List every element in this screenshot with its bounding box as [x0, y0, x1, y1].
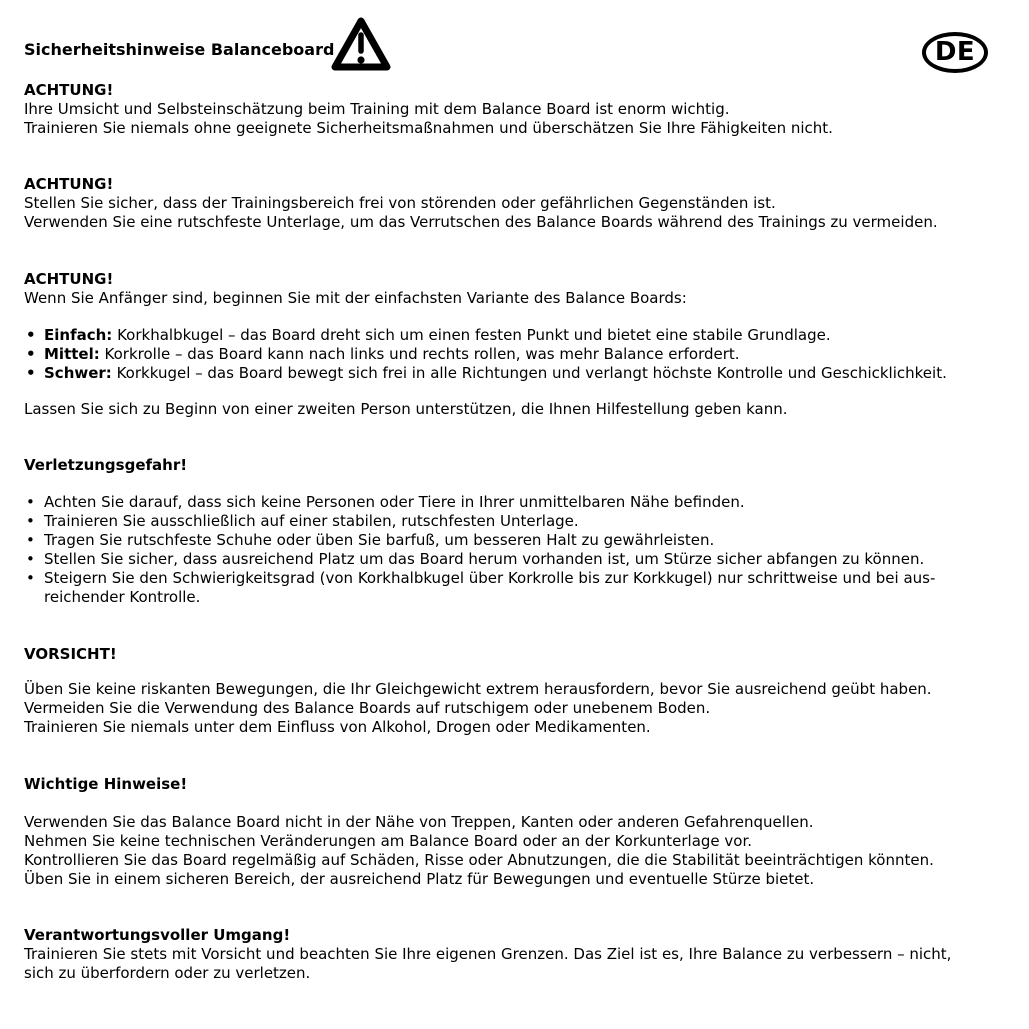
paragraph-line: Vermeiden Sie die Verwendung des Balance Boards auf rutschigem oder unebenem Boden.	[24, 699, 711, 717]
list-item-text: Achten Sie darauf, dass sich keine Personen oder Tiere in Ihrer unmittelbaren Nähe befinden.	[44, 493, 745, 511]
paragraph-line: Verwenden Sie eine rutschfeste Unterlage, um das Verrutschen des Balance Boards während des Trainings zu vermeiden.	[24, 213, 938, 231]
bullet-icon: •	[26, 569, 35, 587]
paragraph-line: Trainieren Sie niemals unter dem Einfluss von Alkohol, Drogen oder Medikamenten.	[24, 718, 651, 736]
section-heading: Verantwortungsvoller Umgang!	[24, 926, 291, 944]
list-item	[24, 326, 1005, 345]
paragraph-line: Trainieren Sie niemals ohne geeignete Sicherheitsmaßnahmen und überschätzen Sie Ihre Fähigkeiten nicht.	[24, 119, 833, 137]
section-verletzungsgefahr	[24, 456, 1005, 607]
list-item-line: Steigern Sie den Schwierigkeitsgrad (von Korkhalbkugel über Korkrolle bis zur Korkkugel) nur schrittweise und bei aus-	[44, 569, 936, 587]
section-vorsicht	[24, 645, 1005, 737]
difficulty-description: Korkrolle – das Board kann nach links und rechts rollen, was mehr Balance erfordert.	[104, 345, 740, 363]
paragraph-line: sich zu überfordern oder zu verletzen.	[24, 964, 311, 982]
list-item-text	[44, 569, 935, 607]
list-item-text	[44, 326, 831, 345]
language-badge-label: DE	[934, 37, 976, 67]
warning-triangle-icon	[330, 14, 392, 78]
paragraph-line: Ihre Umsicht und Selbsteinschätzung beim Training mit dem Balance Board ist enorm wichtig.	[24, 100, 730, 118]
difficulty-description: Korkhalbkugel – das Board dreht sich um einen festen Punkt und bietet eine stabile Grundlage.	[117, 326, 831, 344]
section-verantwortungsvoller-umgang	[24, 926, 1005, 983]
list-item-text: Trainieren Sie ausschließlich auf einer stabilen, rutschfesten Unterlage.	[44, 512, 579, 530]
section-body	[24, 680, 1005, 737]
document-header	[24, 0, 1005, 81]
section-achtung-2	[24, 175, 1005, 232]
bullet-icon: •	[26, 512, 35, 530]
list-item	[24, 512, 1005, 531]
section-heading: ACHTUNG!	[24, 81, 114, 99]
section-wichtige-hinweise	[24, 775, 1005, 889]
list-item-text: Tragen Sie rutschfeste Schuhe oder üben Sie barfuß, um besseren Halt zu gewährleisten.	[44, 531, 715, 549]
paragraph-line: Verwenden Sie das Balance Board nicht in der Nähe von Treppen, Kanten oder anderen Gefahrenquellen.	[24, 813, 814, 831]
list-item	[24, 364, 1005, 383]
bullet-icon: •	[26, 550, 35, 568]
section-heading: Wichtige Hinweise!	[24, 775, 188, 793]
paragraph-line: Üben Sie in einem sicheren Bereich, der ausreichend Platz für Bewegungen und eventuelle Stürze bietet.	[24, 870, 815, 888]
list-item	[24, 569, 1005, 607]
section-heading: VORSICHT!	[24, 645, 117, 663]
paragraph-line: Trainieren Sie stets mit Vorsicht und beachten Sie Ihre eigenen Grenzen. Das Ziel ist es, Ihre Balance zu verbessern – nicht,	[24, 945, 952, 963]
list-item-line: reichender Kontrolle.	[44, 588, 201, 606]
difficulty-label: Einfach:	[44, 326, 113, 344]
paragraph-line: Kontrollieren Sie das Board regelmäßig auf Schäden, Risse oder Abnutzungen, die die Stabilität beeinträchtigen könnten.	[24, 851, 934, 869]
paragraph-line: Wenn Sie Anfänger sind, beginnen Sie mit der einfachsten Variante des Balance Boards:	[24, 289, 687, 307]
section-heading: ACHTUNG!	[24, 175, 114, 193]
list-item	[24, 493, 1005, 512]
safety-bullet-list	[24, 493, 1005, 607]
list-item-text: Stellen Sie sicher, dass ausreichend Platz um das Board herum vorhanden ist, um Stürze sicher abfangen zu können.	[44, 550, 925, 568]
list-item	[24, 345, 1005, 364]
difficulty-label: Mittel:	[44, 345, 100, 363]
difficulty-label: Schwer:	[44, 364, 112, 382]
list-item-text	[44, 345, 740, 364]
bullet-icon: •	[26, 531, 35, 549]
section-heading: Verletzungsgefahr!	[24, 456, 188, 474]
difficulty-description: Korkkugel – das Board bewegt sich frei in alle Richtungen und verlangt höchste Kontrolle und Geschicklichkeit.	[116, 364, 947, 382]
page-title: Sicherheitshinweise Balanceboard	[24, 40, 335, 59]
language-badge	[922, 32, 988, 73]
bullet-icon: •	[26, 345, 36, 363]
paragraph-line: Stellen Sie sicher, dass der Trainingsbereich frei von störenden oder gefährlichen Gegenständen ist.	[24, 194, 776, 212]
paragraph-line: Nehmen Sie keine technischen Veränderungen am Balance Board oder an der Korkunterlage vor.	[24, 832, 753, 850]
section-heading: ACHTUNG!	[24, 270, 114, 288]
bullet-icon: •	[26, 364, 36, 382]
paragraph-line: Lassen Sie sich zu Beginn von einer zweiten Person unterstützen, die Ihnen Hilfestellung geben kann.	[24, 400, 788, 418]
list-item	[24, 531, 1005, 550]
bullet-icon: •	[26, 326, 36, 344]
difficulty-bullet-list	[24, 326, 1005, 383]
section-body	[24, 813, 1005, 889]
list-item-text	[44, 364, 947, 383]
section-achtung-3	[24, 270, 1005, 419]
section-achtung-1	[24, 81, 1005, 138]
paragraph-line: Üben Sie keine riskanten Bewegungen, die Ihr Gleichgewicht extrem herausfordern, bevor Sie ausreichend geübt haben.	[24, 680, 932, 698]
bullet-icon: •	[26, 493, 35, 511]
list-item	[24, 550, 1005, 569]
